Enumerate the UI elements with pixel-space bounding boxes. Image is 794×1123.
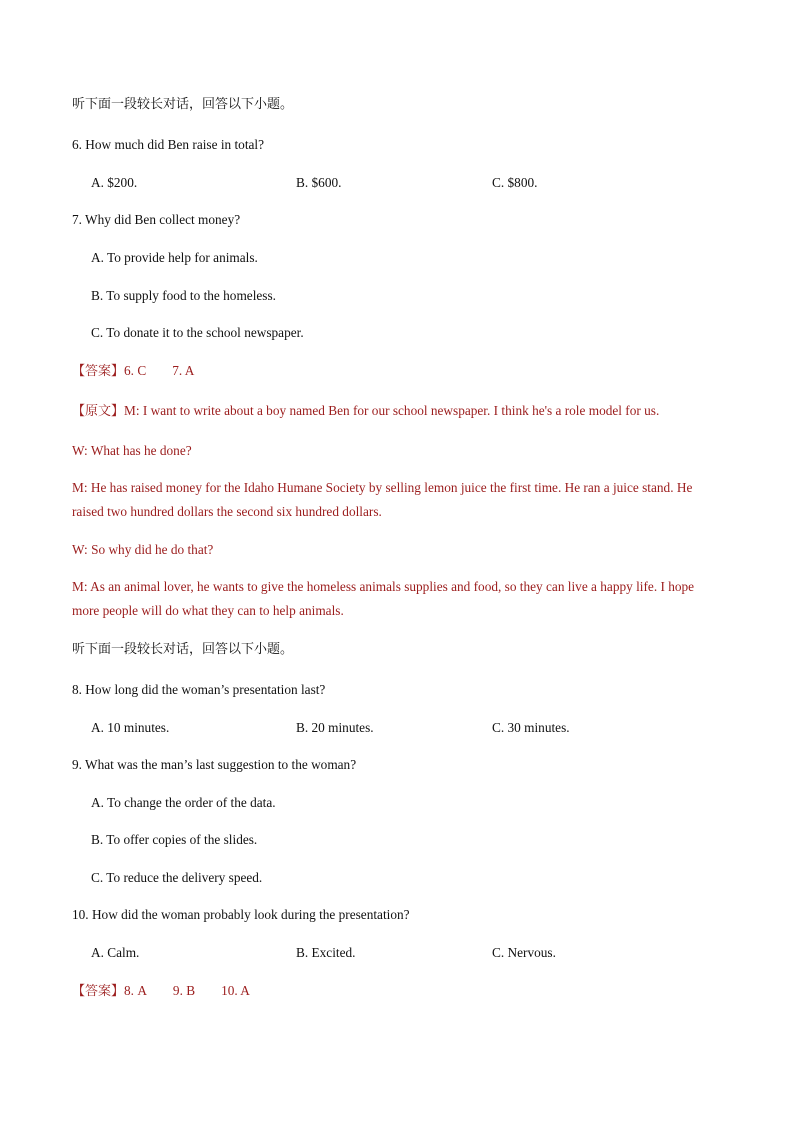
q10-option-a: A. Calm. [91, 945, 140, 960]
q8-option-a: A. 10 minutes. [91, 720, 170, 735]
q6-option-c: C. $800. [492, 175, 538, 190]
transcript-tag: 【原文】 [72, 404, 125, 419]
q7-option-a: A. To provide help for animals. [91, 250, 258, 265]
q10-option-b: B. Excited. [296, 945, 356, 960]
question-7: 7. Why did Ben collect money? [72, 212, 241, 227]
question-10: 10. How did the woman probably look during the presentation? [72, 907, 410, 922]
q10-option-c: C. Nervous. [492, 945, 556, 960]
q6-option-a: A. $200. [91, 175, 138, 190]
q6-option-b: B. $600. [296, 175, 342, 190]
q9-option-a: A. To change the order of the data. [91, 795, 276, 810]
answer-line-1 [72, 363, 194, 380]
q7-option-b: B. To supply food to the homeless. [91, 288, 276, 303]
transcript-line-2: W: What has he done? [72, 443, 192, 458]
transcript-line-5: M: As an animal lover, he wants to give the homeless animals supplies and food, so they can live a happy life. I hope more people will do what they can to help animals. [72, 579, 695, 618]
question-8: 8. How long did the woman’s presentation last? [72, 682, 326, 697]
answer-9: 9. B [172, 983, 196, 998]
answer-10: 10. A [221, 983, 250, 998]
q8-option-c: C. 30 minutes. [492, 720, 570, 735]
q9-option-c: C. To reduce the delivery speed. [91, 870, 263, 885]
transcript-line-4: W: So why did he do that? [72, 542, 214, 557]
section1-instruction: 听下面一段较长对话，回答以下小题。 [72, 97, 294, 112]
q8-option-b: B. 20 minutes. [296, 720, 374, 735]
transcript-text-1: M: I want to write about a boy named Ben for our school newspaper. I think he's a role model for us. [124, 403, 660, 418]
q9-option-b: B. To offer copies of the slides. [91, 832, 258, 847]
answer-7: 7. A [172, 363, 195, 378]
section2-instruction: 听下面一段较长对话，回答以下小题。 [72, 642, 294, 657]
transcript-line-1 [72, 399, 724, 424]
answer-8: 8. A [124, 983, 147, 998]
question-9: 9. What was the man’s last suggestion to the woman? [72, 757, 357, 772]
answer-6: 6. C [124, 363, 147, 378]
answer-tag-2: 【答案】 [72, 984, 125, 999]
answer-line-2 [72, 983, 250, 1000]
transcript-line-3: M: He has raised money for the Idaho Humane Society by selling lemon juice the first time. He ran a juice stand. He raised two hundred dollars the second six hundred dollars. [72, 480, 693, 519]
q7-option-c: C. To donate it to the school newspaper. [91, 325, 304, 340]
answer-tag: 【答案】 [72, 364, 125, 379]
question-6: 6. How much did Ben raise in total? [72, 137, 265, 152]
